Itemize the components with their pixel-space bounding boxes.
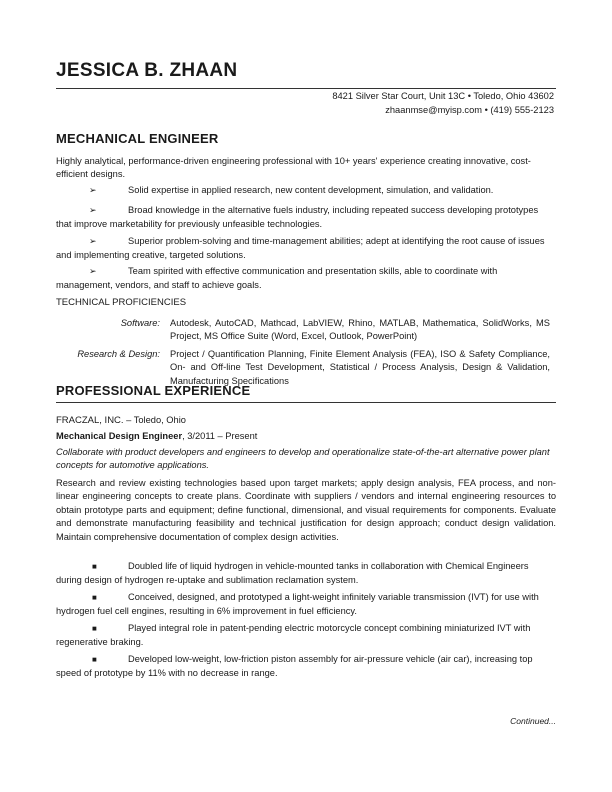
employer-line: [56, 414, 556, 427]
company-name: FRACZAL, INC.: [56, 415, 124, 426]
achievement-item: ■ Played integral role in patent-pending electric motorcycle concept combining miniaturized IVT with regenerative braking.: [56, 623, 531, 647]
achievement-item: ■ Doubled life of liquid hydrogen in vehicle-mounted tanks in collaboration with Chemical Engineers during design of hydrogen re-uptake and sublimation reclamation system.: [56, 561, 529, 585]
tech-heading: TECHNICAL PROFICIENCIES: [56, 297, 187, 308]
continued-note: Continued...: [510, 716, 556, 726]
role-intro: Collaborate with product developers and engineers to develop and operationalize state-of-the-art alternative power plant concepts for automotive applications.: [56, 447, 550, 471]
address-line: 8421 Silver Star Court, Unit 13C • Toledo, Ohio 43602: [332, 91, 554, 101]
research-design-list: Project / Quantification Planning, Finite Element Analysis (FEA), ISO & Safety Compliance, On- and Off-line Test Development, Statistical / Process Analysis, Design & Validation, Manufacturing Specifications: [170, 349, 550, 386]
square-bullet-icon: ■: [92, 624, 97, 633]
arrow-bullet-icon: ➢: [89, 236, 97, 246]
candidate-name: JESSICA B. ZHAAN: [56, 60, 238, 81]
arrow-bullet-icon: ➢: [89, 185, 97, 195]
highlight-item: ➢ Team spirited with effective communication and presentation skills, able to coordinate with management, vendors, and staff to achieve goals.: [56, 266, 498, 290]
highlight-item: ➢ Superior problem-solving and time-management abilities; adept at identifying the root cause of issues and implementing creative, targeted solutions.: [56, 236, 545, 260]
achievement-item: ■ Conceived, designed, and prototyped a light-weight infinitely variable transmission (IVT) for use with hydrogen fuel cell engines, resulting in 6% improvement in fuel efficiency.: [56, 592, 539, 616]
job-title-heading: MECHANICAL ENGINEER: [56, 131, 219, 146]
arrow-bullet-icon: ➢: [89, 266, 97, 276]
company-location: – Toledo, Ohio: [123, 415, 186, 425]
square-bullet-icon: ■: [92, 593, 97, 602]
summary-text: Highly analytical, performance-driven engineering professional with 10+ years' experience creating innovative, cost-efficient designs.: [56, 156, 531, 180]
role-description: Research and review existing technologies based upon target markets; apply design analysis, FEA process, and non-linear engineering concepts to create plans. Coordinate with suppliers / vendors and internal engineering resources to obtain prototype parts and equipment; define functional, dimensional, and visual requirements for components. Evaluate and demonstrate manufacturing feasibility and technical justification for design approach; conduct design validation. Maintain comprehensive documentation of complex design activities.: [56, 478, 556, 542]
software-label: Software:: [120, 318, 160, 328]
arrow-bullet-icon: ➢: [89, 205, 97, 215]
highlight-item: ➢ Solid expertise in applied research, new content development, simulation, and validation.: [56, 184, 556, 198]
role-dates: , 3/2011 – Present: [182, 431, 258, 441]
header-divider: [56, 88, 556, 89]
highlight-item: ➢ Broad knowledge in the alternative fuels industry, including repeated success developing prototypes that improve marketability for previously unfeasible technologies.: [56, 205, 539, 229]
software-list: Autodesk, AutoCAD, Mathcad, LabVIEW, Rhino, MATLAB, Mathematica, SolidWorks, MS Project, MS Office Suite (Word, Excel, Outlook, PowerPoint): [170, 318, 550, 342]
role-line: [56, 430, 556, 443]
square-bullet-icon: ■: [92, 562, 97, 571]
experience-heading: PROFESSIONAL EXPERIENCE: [56, 383, 251, 398]
experience-divider: [56, 402, 556, 403]
research-design-label: Research & Design:: [77, 349, 160, 359]
email-phone-line: zhaanmse@myisp.com • (419) 555-2123: [385, 105, 554, 115]
achievement-item: ■ Developed low-weight, low-friction piston assembly for air-pressure vehicle (air car), increasing top speed of prototype by 11% with no decrease in range.: [56, 654, 533, 678]
role-title: Mechanical Design Engineer: [56, 431, 183, 441]
square-bullet-icon: ■: [92, 655, 97, 664]
